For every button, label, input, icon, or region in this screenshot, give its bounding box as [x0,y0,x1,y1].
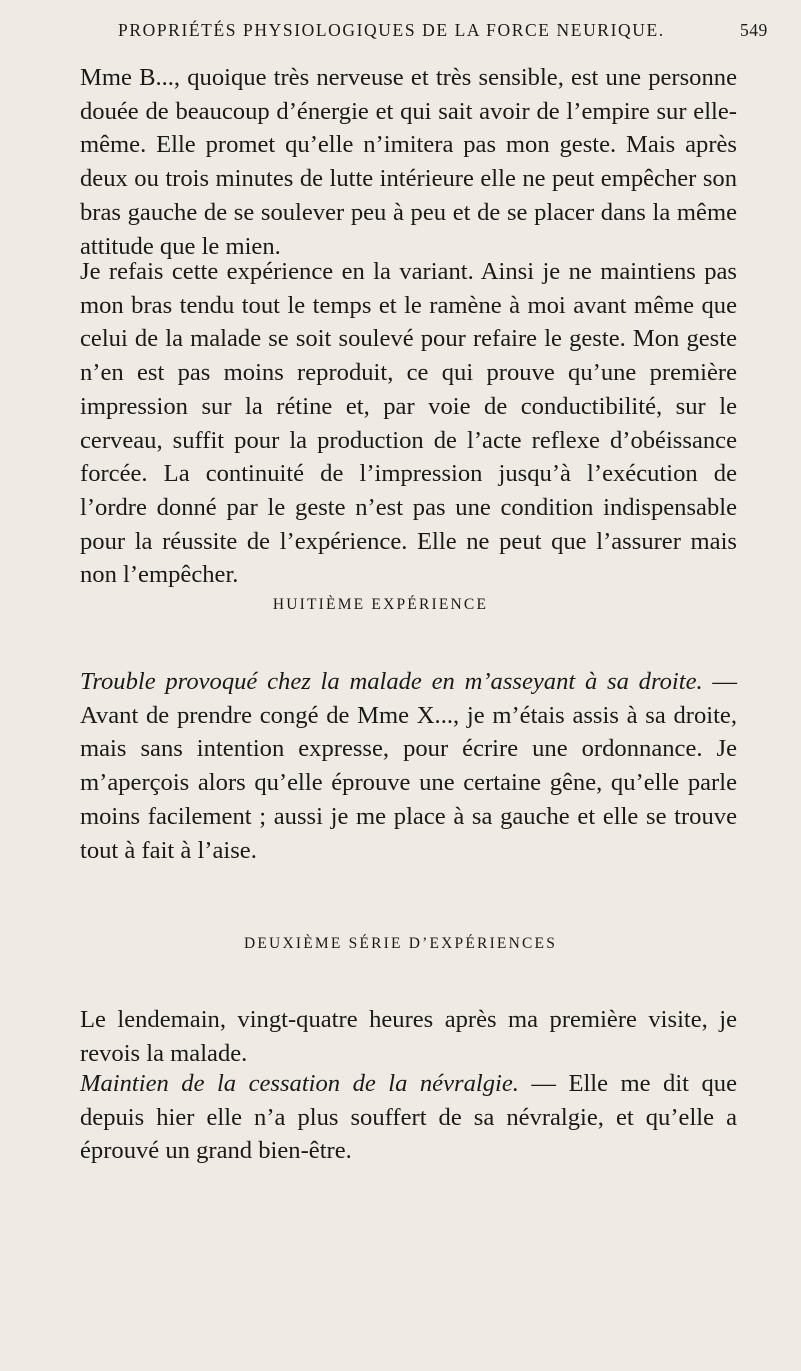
paragraph-mme-b [80,61,737,263]
paragraph-body: — Avant de prendre congé de Mme X..., je m’étais assis à sa droite, mais sans intention expresse, pour écrire une ordonnance. Je m’aperçois alors qu’elle éprouve une certaine gêne, qu’elle parle moins facilement ; aussi je me place à sa gauche et elle se trouve tout à fait à l’aise. [80,668,737,864]
section-heading-deuxieme-serie: DEUXIÈME SÉRIE D’EXPÉRIENCES [243,935,558,952]
paragraph-maintien [80,1067,737,1168]
paragraph-text: Mme B..., quoique très nerveuse et très sensible, est une personne douée de beaucoup d’énergie et qui sait avoir de l’empire sur elle-même. Elle promet qu’elle n’imitera pas mon geste. Mais après deux ou trois minutes de lutte intérieure elle ne peut empêcher son bras gauche de se soulever peu à peu et de se placer dans la même attitude que le mien. [80,64,737,260]
paragraph-text: Le lendemain, vingt-quatre heures après ma première visite, je revois la malade. [80,1006,737,1067]
paragraph-lead-italic: Trouble provoqué chez la malade en m’asseyant à sa droite. [80,668,703,695]
paragraph-lendemain [80,1003,737,1070]
paragraph-text [80,1067,737,1168]
paragraph-body: — Elle me dit que depuis hier elle n’a plus souffert de sa névralgie, et qu’elle a éprouvé un grand bien-être. [80,1070,737,1165]
paragraph-trouble-provoque [80,665,737,867]
paragraph-text [80,665,737,867]
paragraph-variation [80,255,737,592]
paragraph-lead-italic: Maintien de la cessation de la névralgie. [80,1070,519,1097]
paragraph-text: Je refais cette expérience en la variant. Ainsi je ne maintiens pas mon bras tendu tout le temps et le ramène à moi avant même que celui de la malade se soit soulevé pour refaire le geste. Mon geste n’en est pas moins reproduit, ce qui prouve qu’une première impression sur la rétine et, par voie de conductibilité, sur le cerveau, suffit pour la production de l’acte reflexe d’obéissance forcée. La continuité de l’impression jusqu’à l’exécution de l’ordre donné par le geste n’est pas une condition indispensable pour la réussite de l’expérience. Elle ne peut que l’assurer mais non l’empêcher. [80,258,737,589]
running-head-title: PROPRIÉTÉS PHYSIOLOGIQUES DE LA FORCE NEURIQUE. [118,20,665,40]
section-heading-huitieme-experience: HUITIÈME EXPÉRIENCE [272,596,489,613]
running-head [0,20,801,48]
page-number: 549 [740,20,768,40]
